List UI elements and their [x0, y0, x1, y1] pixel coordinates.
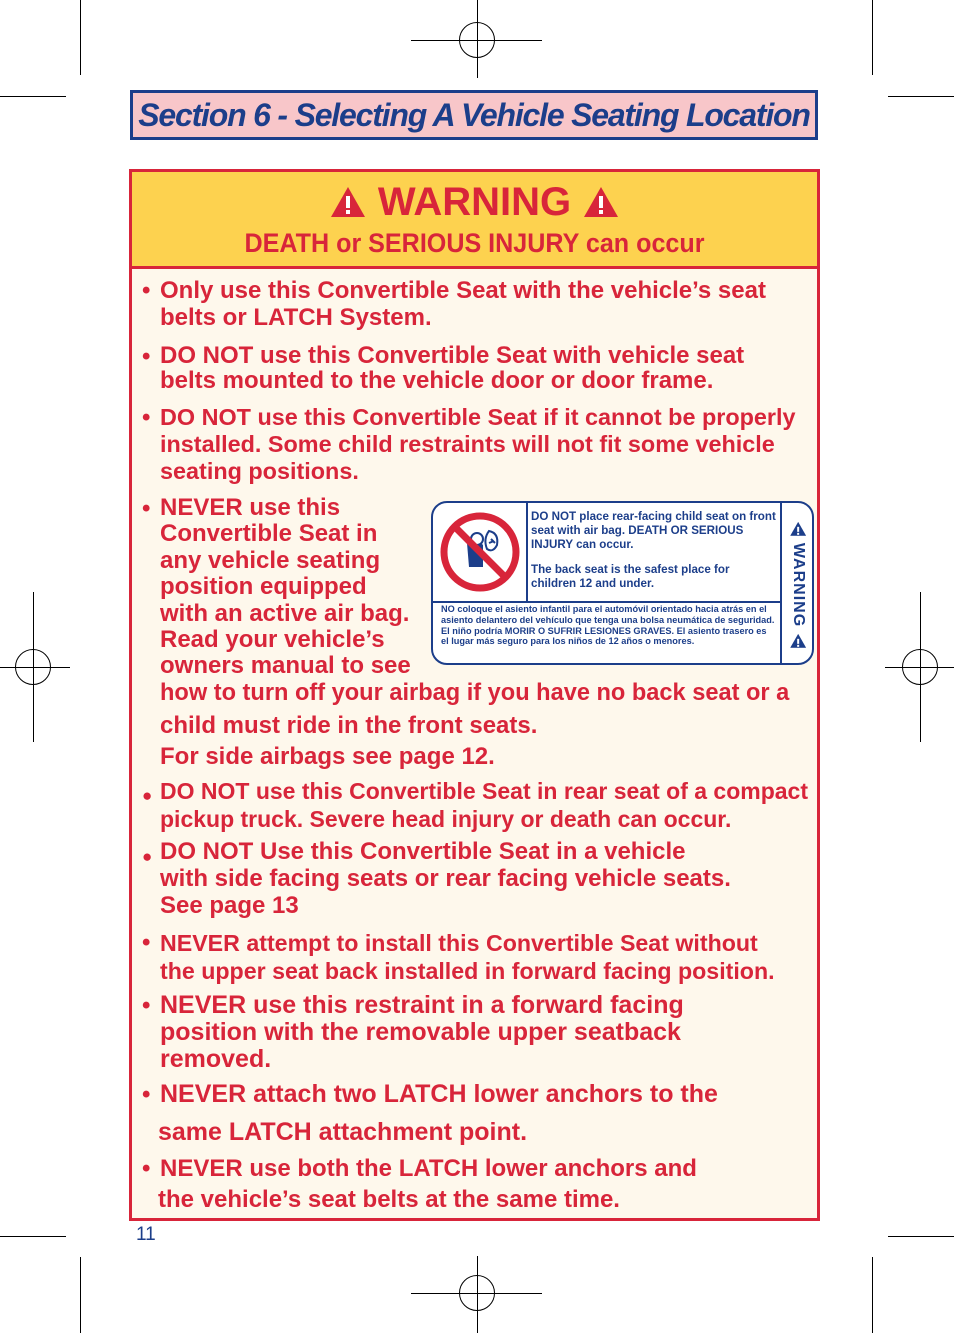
section-title-box [130, 90, 818, 140]
bullet-dot-icon: • [142, 404, 151, 431]
airbag-continuation: child must ride in the front seats. [160, 712, 538, 739]
latch-continuation: same LATCH attachment point. [158, 1118, 528, 1146]
bullet-dot-icon: • [142, 343, 151, 370]
crop-mark [0, 1236, 66, 1237]
crop-mark [80, 1257, 81, 1333]
warning-bullet: • NEVER attempt to install this Convertible Seat without the upper seat back installed in forward facing position. [142, 929, 775, 984]
warning-bullet: • NEVER attach two LATCH lower anchors to the [142, 1080, 718, 1108]
section-title: Section 6 - Selecting A Vehicle Seating Location [138, 96, 810, 133]
label-divider [526, 503, 528, 601]
label-english-warning: DO NOT place rear-facing child seat on front seat with air bag. DEATH OR SERIOUS INJURY can occur. [531, 510, 776, 551]
warning-subtitle: DEATH or SERIOUS INJURY can occur [244, 228, 705, 258]
warning-bullet: • Only use this Convertible Seat with the vehicle’s seat belts or LATCH System. [142, 277, 766, 331]
label-divider [780, 503, 782, 665]
page-number: 11 [136, 1224, 156, 1245]
airbag-continuation: how to turn off your airbag if you have no back seat or a [160, 680, 790, 706]
crop-mark [80, 0, 81, 75]
warning-triangle-icon [790, 522, 806, 536]
bullet-dot-icon: ● [142, 847, 153, 866]
label-side-warning: WARNING [783, 503, 813, 665]
warning-bullet: • DO NOT use this Convertible Seat if it cannot be properly installed. Some child restraints will not fit some vehicle seating positions. [142, 404, 796, 484]
warning-triangle-icon [583, 186, 619, 218]
bullet-dot-icon: • [142, 1155, 151, 1182]
warning-bullet: • NEVER use both the LATCH lower anchors and [142, 1155, 697, 1182]
label-english-note: The back seat is the safest place for children 12 and under. [531, 563, 730, 590]
warning-bullet: ● DO NOT Use this Convertible Seat in a vehicle with side facing seats or rear facing vehicle seats. See page 13 [142, 838, 731, 919]
latch-continuation: the vehicle’s seat belts at the same time. [158, 1186, 620, 1213]
bullet-dot-icon: • [142, 277, 151, 304]
bullet-dot-icon: • [142, 1081, 151, 1108]
bullet-dot-icon: ● [142, 786, 153, 805]
warning-title: WARNING [377, 180, 572, 224]
warning-bullet: • NEVER use this restraint in a forward facing position with the removable upper seatback removed. [142, 991, 684, 1073]
crop-mark [888, 96, 954, 97]
bullet-dot-icon: • [142, 992, 151, 1019]
crop-mark [872, 1257, 873, 1333]
airbag-continuation: For side airbags see page 12. [160, 743, 495, 770]
no-rear-facing-seat-icon [439, 509, 521, 595]
crop-mark [888, 1236, 954, 1237]
airbag-warning-label [431, 501, 814, 665]
warning-bullet: ● DO NOT use this Convertible Seat in rear seat of a compact pickup truck. Severe head injury or death can occur. [142, 778, 809, 832]
warning-panel [129, 169, 820, 1221]
bullet-dot-icon: • [142, 929, 151, 956]
crop-mark [0, 96, 66, 97]
warning-triangle-icon [330, 186, 366, 218]
warning-triangle-icon [790, 634, 806, 648]
bullet-dot-icon: • [142, 495, 151, 522]
warning-bullet: • NEVER use this Convertible Seat in any vehicle seating position equipped with an active air bag. Read your vehicle’s owners manual to see [142, 494, 411, 680]
crop-mark [872, 0, 873, 75]
warning-bullet: • DO NOT use this Convertible Seat with vehicle seat belts mounted to the vehicle door or door frame. [142, 342, 745, 394]
label-divider [433, 601, 780, 603]
warning-header [132, 172, 817, 269]
label-spanish-warning: NO coloque el asiento infantil para el automóvil orientado hacia atrás en el asiento delantero del vehículo que tenga una bolsa neumática de seguridad. El niño podría MORIR O SUFRIR LESIONES GRAVES. El asiento trasero es el lugar más seguro para los niños de 12 años o menores. [441, 604, 775, 647]
